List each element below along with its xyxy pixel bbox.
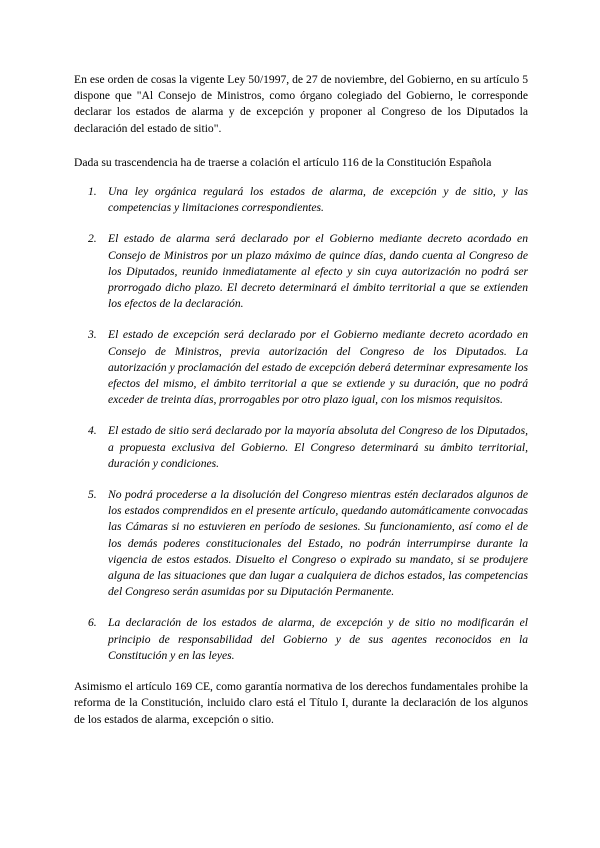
- list-item: [74, 487, 528, 600]
- list-item-number: 2.: [88, 232, 97, 246]
- list-item: [74, 184, 528, 216]
- list-item-text: La declaración de los estados de alarma, de excepción y de sitio no modificarán el principio de responsabilidad del Gobierno y de sus agentes reconocidos en la Constitución y en las leyes.: [108, 616, 528, 662]
- list-item-text: El estado de alarma será declarado por el Gobierno mediante decreto acordado en Consejo de Ministros por un plazo máximo de quince días, dando cuenta al Congreso de los Diputados, reunido inmediatamente al efecto y sin cuya autorización no podrá ser prorrogado dicho plazo. El decreto determinará el ámbito territorial a que se extienden los efectos de la declaración.: [108, 232, 528, 311]
- list-item-number: 4.: [88, 424, 97, 438]
- list-item-number: 5.: [88, 488, 97, 502]
- list-item-number: 3.: [88, 328, 97, 342]
- document-page: [74, 72, 528, 728]
- intro-paragraph: En ese orden de cosas la vigente Ley 50/1997, de 27 de noviembre, del Gobierno, en su artículo 5 dispone que "Al Consejo de Ministros, como órgano colegiado del Gobierno, le corresponde declarar los estados de alarma y de excepción y proponer al Congreso de los Diputados la declaración del estado de sitio".: [74, 73, 528, 135]
- list-item: [74, 423, 528, 472]
- list-item-text: El estado de excepción será declarado por el Gobierno mediante decreto acordado en Consejo de Ministros, previa autorización del Congreso de los Diputados. La autorización y proclamación del estado de excepción deberá determinar expresamente los efectos del mismo, el ámbito territorial a que se extiende y su duración, que no podrá exceder de treinta días, prorrogables por otro plazo igual, con los mismos requisitos.: [108, 328, 528, 407]
- list-item: [74, 615, 528, 664]
- list-item-text: El estado de sitio será declarado por la mayoría absoluta del Congreso de los Diputados, a propuesta exclusiva del Gobierno. El Congreso determinará su ámbito territorial, duración y condiciones.: [108, 424, 528, 470]
- list-item: [74, 327, 528, 408]
- list-item-number: 6.: [88, 616, 97, 630]
- list-item: [74, 231, 528, 312]
- lead-paragraph: Dada su trascendencia ha de traerse a colación el artículo 116 de la Constitución Española: [74, 155, 492, 169]
- closing-paragraph: Asimismo el artículo 169 CE, como garantía normativa de los derechos fundamentales prohibe la reforma de la Constitución, incluido claro está el Título I, durante la declaración de los algunos de los estados de alarma, excepción o sitio.: [74, 680, 528, 726]
- list-item-number: 1.: [88, 185, 97, 199]
- list-item-text: No podrá procederse a la disolución del Congreso mientras estén declarados algunos de los estados comprendidos en el presente artículo, quedando automáticamente convocadas las Cámaras si no estuvieren en período de sesiones. Su funcionamiento, así como el de los demás poderes constitucionales del Estado, no podrán interrumpirse durante la vigencia de estos estados. Disuelto el Congreso o expirado su mandato, si se produjere alguna de las situaciones que dan lugar a cualquiera de dichos estados, las competencias del Congreso serán asumidas por su Diputación Permanente.: [108, 488, 528, 599]
- list-item-text: Una ley orgánica regulará los estados de alarma, de excepción y de sitio, y las competencias y limitaciones correspondientes.: [108, 185, 528, 215]
- article-116-list: [74, 184, 528, 664]
